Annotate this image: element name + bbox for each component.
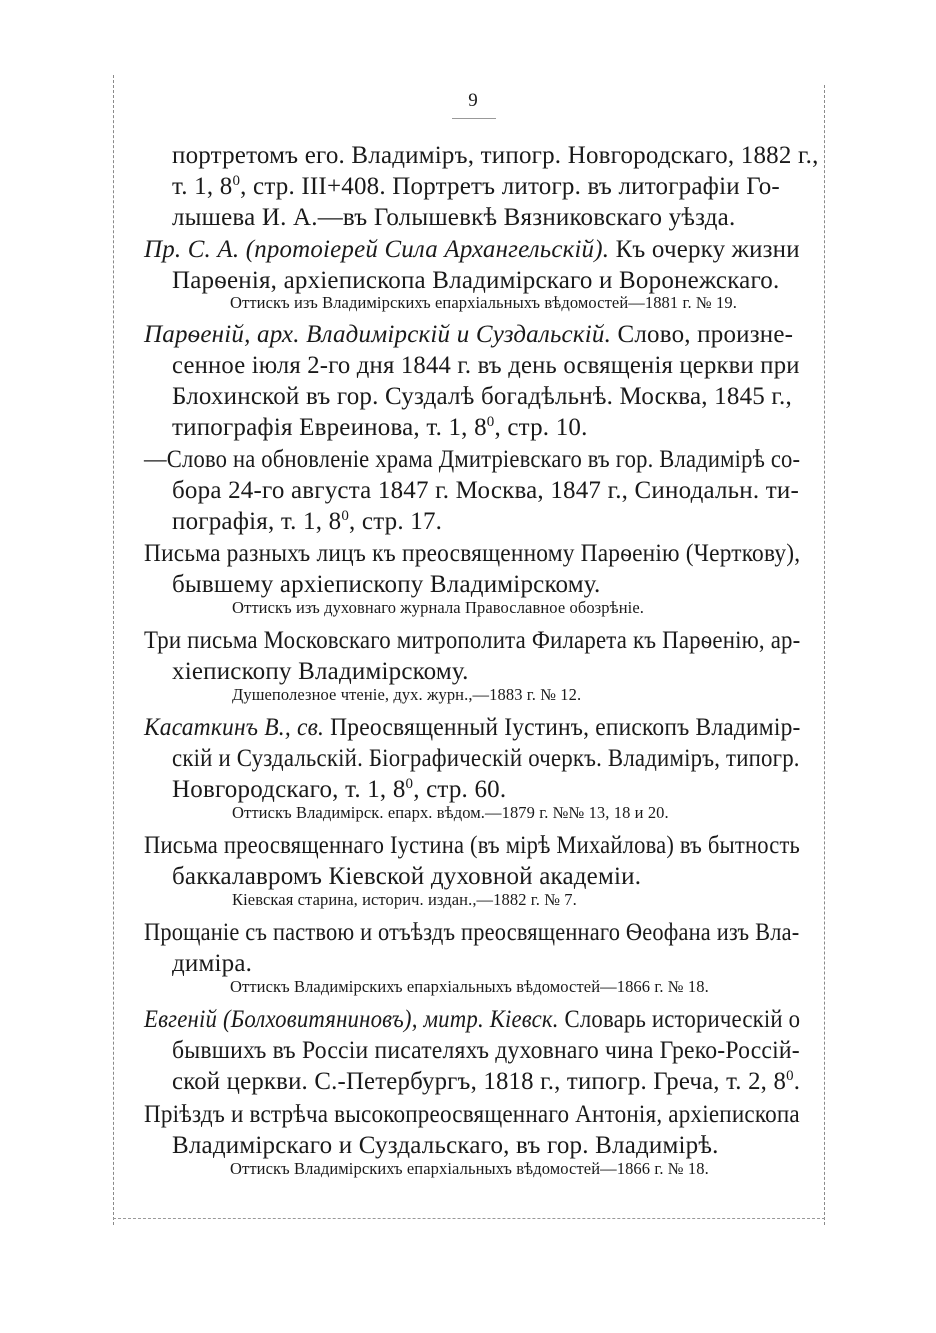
entry-line: Три письма Московскаго митрополита Филарета къ Парѳенію, ар-	[144, 627, 801, 654]
entry-text: , стр. 60.	[413, 776, 507, 803]
entry-author: Парѳеній, арх. Владимірскій и Суздальскій.	[144, 321, 612, 348]
entry-line: —Слово на обновленіе храма Дмитріевскаго въ гор. Владимірѣ со-	[144, 446, 801, 473]
entry-text: т. 1, 8	[172, 173, 233, 200]
entry-text: Новгородскаго, т. 1, 8	[172, 776, 406, 803]
entry-text: ской церкви. С.-Петербургъ, 1818 г., типогр. Греча, т. 2, 8	[172, 1068, 787, 1095]
entry-line: сенное іюля 2-го дня 1844 г. въ день освященія церкви при	[172, 352, 800, 379]
entry-author: Касаткинъ В., св.	[144, 714, 325, 741]
entry-source-note: Оттискъ изъ Владимірскихъ епархіальныхъ вѣдомостей—1881 г. № 19.	[230, 293, 737, 312]
entry-source-note: Душеполезное чтеніе, дух. журн.,—1883 г. № 12.	[232, 685, 582, 704]
scan-bottom-border	[113, 1218, 825, 1219]
scan-left-border	[113, 75, 114, 1225]
entry-text: Словарь историческій о	[558, 1006, 801, 1033]
entry-line	[172, 777, 506, 802]
entry-text: .	[793, 1068, 801, 1095]
scan-right-border	[824, 85, 825, 1225]
entry-line: бывшему архіепископу Владимірскому.	[172, 571, 601, 598]
entry-line: Письма преосвященнаго Іустина (въ мірѣ Михайлова) въ бытность	[144, 832, 801, 859]
entry-line: баккалавромъ Кіевской духовной академіи.	[172, 863, 642, 890]
entry-line	[172, 509, 442, 534]
entry-author: Пр. С. А. (протоіерей Сила Архангельскій).	[144, 236, 610, 263]
page-number: 9	[468, 90, 478, 111]
entry-line	[144, 1007, 800, 1032]
entry-text: , стр. 10.	[494, 414, 588, 441]
format-degree: 0	[232, 173, 241, 189]
entry-line	[172, 174, 780, 199]
entry-line: скій и Суздальскій. Біографическій очеркъ. Владиміръ, типогр.	[172, 745, 800, 772]
entry-line: Письма разныхъ лицъ къ преосвященному Парѳенію (Черткову),	[144, 540, 801, 567]
entry-text: пографія, т. 1, 8	[172, 508, 342, 535]
entry-line: Прощаніе съ паствою и отъѣздъ преосвященнаго Ѳеофана изъ Вла-	[144, 919, 800, 946]
entry-line: хіепископу Владимірскому.	[172, 658, 469, 685]
page-number-rule	[452, 118, 496, 119]
entry-source-note: Оттискъ изъ духовнаго журнала Православное обозрѣніе.	[232, 598, 644, 617]
entry-line	[144, 715, 801, 740]
entry-source-note: Оттискъ Владимірск. епарх. вѣдом.—1879 г. №№ 13, 18 и 20.	[232, 803, 669, 822]
entry-text: типографія Евреинова, т. 1, 8	[172, 414, 487, 441]
entry-source-note: Оттискъ Владимірскихъ епархіальныхъ вѣдомостей—1866 г. № 18.	[230, 977, 709, 996]
entry-line: бора 24-го августа 1847 г. Москва, 1847 г., Синодальн. ти-	[172, 477, 799, 504]
format-degree: 0	[486, 414, 495, 430]
entry-text: Преосвященный Іустинъ, епископъ Владимір-	[324, 714, 801, 741]
entry-text: , стр. 17.	[349, 508, 443, 535]
entry-line: Владимірскаго и Суздальскаго, въ гор. Владимірѣ.	[172, 1132, 719, 1159]
entry-line	[144, 237, 800, 262]
format-degree: 0	[405, 776, 414, 792]
format-degree: 0	[786, 1068, 794, 1084]
entry-line	[144, 322, 793, 347]
entry-text: Слово, произне-	[611, 321, 794, 348]
entry-line: Пріѣздъ и встрѣча высокопреосвященнаго Антонія, архіепископа	[144, 1101, 800, 1128]
entry-author: Евгеній (Болховитяниновъ), митр. Кіевск.	[144, 1006, 559, 1033]
entry-line: Парѳенія, архіепископа Владимірскаго и Воронежскаго.	[172, 267, 780, 294]
entry-line	[172, 415, 588, 440]
entry-line	[172, 1069, 800, 1094]
entry-line: портретомъ его. Владиміръ, типогр. Новгородскаго, 1882 г.,	[172, 142, 819, 169]
entry-source-note: Кіевская старина, историч. издан.,—1882 г. № 7.	[232, 890, 577, 909]
entry-text: , стр. III+408. Портретъ литогр. въ литографіи Го-	[240, 173, 780, 200]
entry-line: бывшихъ въ Россіи писателяхъ духовнаго чина Греко-Россій-	[172, 1037, 800, 1064]
entry-line: Блохинской въ гор. Суздалѣ богадѣльнѣ. Москва, 1845 г.,	[172, 383, 792, 410]
format-degree: 0	[341, 508, 350, 524]
entry-line: лышева И. А.—въ Голышевкѣ Вязниковскаго уѣзда.	[172, 204, 736, 231]
entry-text: Къ очерку жизни	[609, 236, 800, 263]
entry-line: диміра.	[172, 950, 253, 977]
entry-source-note: Оттискъ Владимірскихъ епархіальныхъ вѣдомостей—1866 г. № 18.	[230, 1159, 709, 1178]
